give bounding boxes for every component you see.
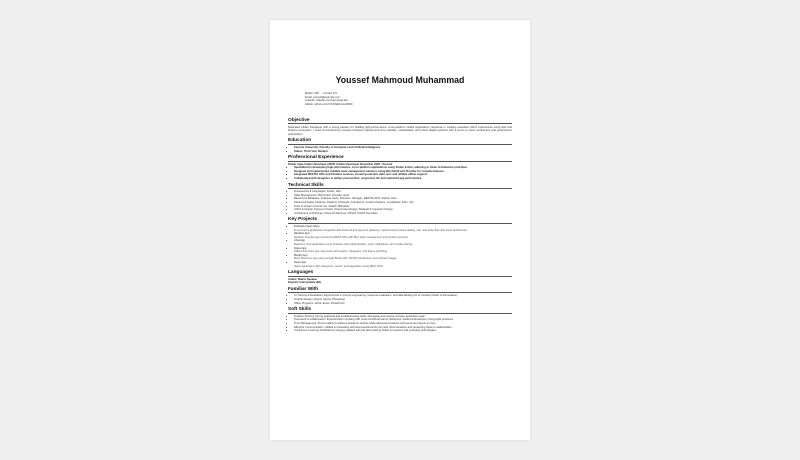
experience-list	[288, 166, 512, 180]
list-item: • UI/UX & Design: Figma to Flutter, Responsive Design, Material & Cupertino Design	[294, 208, 512, 212]
education-status: • Status: Third Year Student	[294, 150, 512, 154]
list-item: • Tools & Version Control: Git, GitHub, Bitbucket	[294, 205, 512, 209]
soft-skills-heading: Soft Skills	[288, 307, 312, 313]
list-item: • Effective Communication: Skilled in translating technical requirements into clear documentation and presenting ideas to stakeholders.	[294, 326, 512, 330]
list-item: • Time Management: Proven ability to balance academic studies while delivering freelance and personal projects on time.	[294, 322, 512, 326]
list-item: • Architecture & Practices: Clean Architecture, MVVM, SOLID Principles	[294, 212, 512, 216]
list-item: • Teamwork & Collaboration: Experienced in working with cross-functional teams (designers, backend developers) using Agile practices.	[294, 318, 512, 322]
education-school: • Fayoum University | Faculty of Computers and Artificial Intelligence	[294, 146, 512, 150]
resume-name: Youssef Mahmoud Muhammad	[335, 75, 465, 85]
contact-email[interactable]: Email: youssef@example.com	[305, 95, 340, 99]
languages-heading: Languages	[288, 270, 314, 276]
resume-page	[270, 20, 530, 440]
familiar-list	[288, 294, 512, 305]
list-item: • State Management: Bloc/Cubit, Provider, GetX	[294, 194, 512, 198]
project-desc: Offline-first notes app using Hive with search, categories, and theme switching.	[294, 250, 388, 254]
soft-skills-list	[288, 315, 512, 333]
project-desc: Book discovery app using Google Books API, MVVM architecture, and cached images.	[294, 257, 398, 261]
project-title[interactable]: Weather App	[294, 232, 310, 236]
resume-content	[288, 116, 512, 333]
language-english: English: Intermediate (B1)	[288, 281, 322, 285]
project-title[interactable]: Fullstack Clean Shop	[294, 224, 320, 228]
project-desc: Real-time chat application using Firebase with authentication, push notifications, and media sharing.	[294, 242, 413, 246]
list-item: • Collaborated with designers to deliver pixel-perfect, responsive UIs and optimized app performance.	[294, 177, 512, 181]
list-item: • Backend & Database: Firebase (Auth, Firestore, Storage), RESTful APIs, SQLite, Hive	[294, 197, 512, 201]
list-item: • Problem Solving: Strong analytical and troubleshooting skills, debugging and solving complex application logic.	[294, 315, 512, 319]
divider	[288, 223, 512, 224]
language-arabic: Arabic: Native Speaker	[288, 277, 318, 281]
project-desc: News application with categories, search, and pagination using REST APIs.	[294, 264, 384, 268]
project-title[interactable]: News App	[294, 260, 307, 264]
list-item: • Frameworks & Languages: Flutter, Dart	[294, 190, 512, 194]
divider	[288, 123, 512, 124]
project-desc: Weather forecast app consuming REST APIs with Bloc state management and location services.	[294, 235, 409, 239]
list-item	[294, 232, 512, 239]
project-desc: E-commerce application integrated with backend and payment gateway; implemented product catalog, cart, and order flow with clean architecture.	[294, 228, 468, 232]
contact-mobile: Mobile / WP: ... Contact Info	[305, 92, 338, 95]
divider	[288, 188, 512, 189]
divider	[288, 313, 512, 314]
divider	[288, 276, 512, 277]
project-title[interactable]: Chat App	[294, 239, 306, 243]
contact-linkedin[interactable]: LinkedIn: linkedin.com/in/youssef-dev	[305, 99, 349, 103]
list-item	[294, 254, 512, 261]
experience-heading: Professional Experience	[288, 155, 344, 161]
contact-github[interactable]: GitHub: github.com/YOUSSEF-ALADDIN	[305, 102, 353, 106]
list-item: • Specialized in developing high-performance, cross-platform applications using Flutter & Dart, adhering to Clean Architecture principles.	[294, 166, 512, 170]
projects-list	[288, 225, 512, 268]
objective-text: Dedicated Flutter Developer with a strong passion for building high-performance, cross-platform mobile applications. Expertise in creating seamless UI/UX experiences using Dart and Flutter's ecosystem. I excel at transforming complex business requirements into scalable, maintainable, and robust digital solutions with a focus on clean architecture and performance optimization.	[288, 125, 512, 136]
education-list	[288, 146, 512, 153]
experience-role: Flutter Apps Flutter Developer (2023) | Flutter Developer November 2023 - Present	[288, 162, 393, 166]
list-item: • Advanced Flutter Features: Platform Channels, Animations, Custom Painters, Localization (l10n, intl)	[294, 201, 512, 205]
technical-skills-list	[288, 190, 512, 215]
list-item: • Office Programs: Word, Excel, PowerPoint	[294, 302, 512, 306]
projects-heading: Key Projects	[288, 217, 318, 223]
divider	[288, 144, 512, 145]
list-item	[294, 261, 512, 268]
list-item: • AI Training & Evaluation: Experienced in prompt engineering, response evaluation, and data labeling for AI models (Outlier & Remotasks).	[294, 294, 512, 298]
familiar-heading: Familiar With	[288, 286, 319, 292]
project-title[interactable]: Notes App	[294, 246, 307, 250]
list-item	[294, 239, 512, 246]
list-item: • Integrated RESTful APIs and Firebase services, ensuring real-time data sync and reliable offline support.	[294, 173, 512, 177]
technical-skills-heading: Technical Skills	[288, 182, 324, 188]
list-item	[294, 225, 512, 232]
project-title[interactable]: Bookly App	[294, 253, 308, 257]
divider	[288, 161, 512, 162]
list-item	[294, 247, 512, 254]
contact-block	[305, 92, 352, 106]
list-item: • Graphic Design: Figma, Canva, Photoshop	[294, 298, 512, 302]
objective-heading: Objective	[288, 118, 310, 123]
list-item: • Designed and implemented scalable state management solutions using Bloc/Cubit and Provider for complex features.	[294, 170, 512, 174]
list-item: • Continuous Learning: Dedicated to staying updated with the fast-evolving Flutter ecosystem and emerging technologies.	[294, 329, 512, 333]
education-heading: Education	[288, 138, 312, 144]
